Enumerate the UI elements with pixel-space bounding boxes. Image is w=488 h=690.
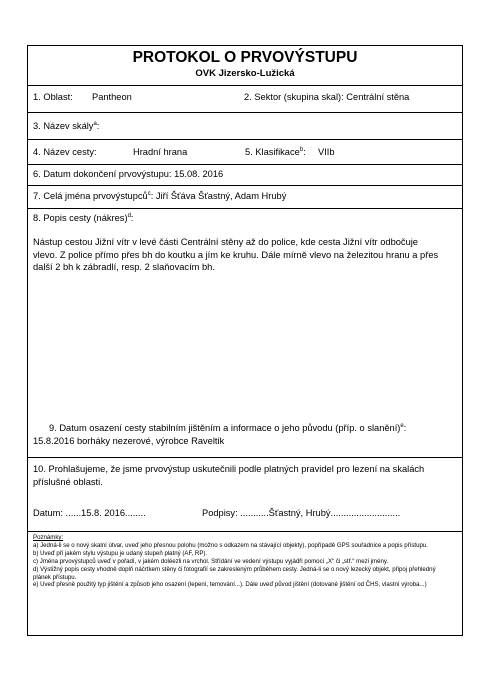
row-notes [28, 531, 462, 635]
notes-heading: Poznámky: [33, 534, 64, 541]
area-label: 1. Oblast: [33, 92, 73, 102]
note-c: c) Jména prvovýstupců uveď v pořadí, v jakém doléezli na vrchol. Střídání ve vedení výstupu vyjádři pomocí „X“ či „stř.“ mezi jmény. [33, 557, 389, 565]
note-d: d) Výstižný popis cesty vhodně doplň náčrtkem stěny či fotografií se zakresleným průběhem cesty. Jedná-li se o nový lezecký objekt, připoj přehledný plánek přístupu. [33, 565, 436, 581]
declaration-signatures: Podpisy: ...........Šťastný, Hrubý........................... [202, 508, 401, 518]
route-name-value: Hradní hrana [133, 147, 188, 157]
completion-date-text: 6. Datum dokončení prvovýstupu: 15.08. 2016 [33, 169, 224, 179]
first-ascent-protocol-form [27, 45, 463, 636]
declaration-text: 10. Prohlašujeme, že jsme prvovýstup uskutečnili podle platných pravidel pro lezení na skalách příslušné oblasti. [33, 464, 425, 487]
anchor-info-value: 15.8.2016 borháky nezerové, výrobce Raveltik [33, 435, 225, 446]
grade-label: 5. Klasifikace$^b$: [245, 147, 306, 157]
row-completion-date [28, 164, 462, 185]
climber-names-text: 7. Celá jména prvovýstupců$^c$: Jiří Šťáva Šťastný, Adam Hrubý [33, 191, 287, 201]
row-rock-name [28, 112, 462, 139]
route-description-text: Nástup cestou Jižní vítr v levé části Centrální stěny až do police, kde cesta Jižní vítr odbočuje vlevo. Z police přímo přes bh do koutku a jím ke kruhu. Dále mírně vlevo na železitou hranu a přes další 2 bh k zábradlí, resp. 2 slaňovacím bh. [33, 237, 439, 272]
sector-label: 2. Sektor (skupina skal): Centrální stěna [244, 92, 410, 102]
form-subtitle: OVK Jizersko-Lužická [195, 68, 295, 79]
route-description-label: 8. Popis cesty (nákres)$^d$: [33, 213, 134, 223]
rock-name-label: 3. Název skály$^a$: [33, 121, 100, 131]
declaration-date: Datum: ......15.8. 2016........ [33, 508, 146, 518]
row-route-description [28, 208, 462, 457]
row-declaration [28, 457, 462, 531]
row-area-sector [28, 85, 462, 112]
note-a: a) Jedná-li se o nový skalní útvar, uveď jeho přesnou polohu (možno s odkazem na stávající objekty), popřípadě GPS souřadnice a popis přístupu. [33, 541, 428, 549]
row-climber-names [28, 185, 462, 208]
notes-block [33, 534, 453, 589]
anchor-info-text: 9. Datum osazení cesty stabilním jištěním a informace o jeho původu (příp. o slanění)$^e$: 15.8.2016 borháky nezerové, výrobce Raveltik [33, 422, 453, 447]
note-e: e) Uveď přesně použitý typ jištění a způsob jeho osazení (lepení, temování...). Dále uveď původ jištění (dotované jištění od ČHS, vlastní výroba...) [33, 581, 427, 589]
note-b: b) Uveď při jakém stylu výstupu je udaný stupeň platný (AF, RP). [33, 549, 208, 557]
route-name-label: 4. Název cesty: [33, 147, 97, 157]
grade-value: VIIb [318, 147, 335, 157]
row-route-grade [28, 139, 462, 164]
area-value: Pantheon [92, 92, 132, 102]
form-title: PROTOKOL O PRVOVÝSTUPU [132, 49, 358, 66]
